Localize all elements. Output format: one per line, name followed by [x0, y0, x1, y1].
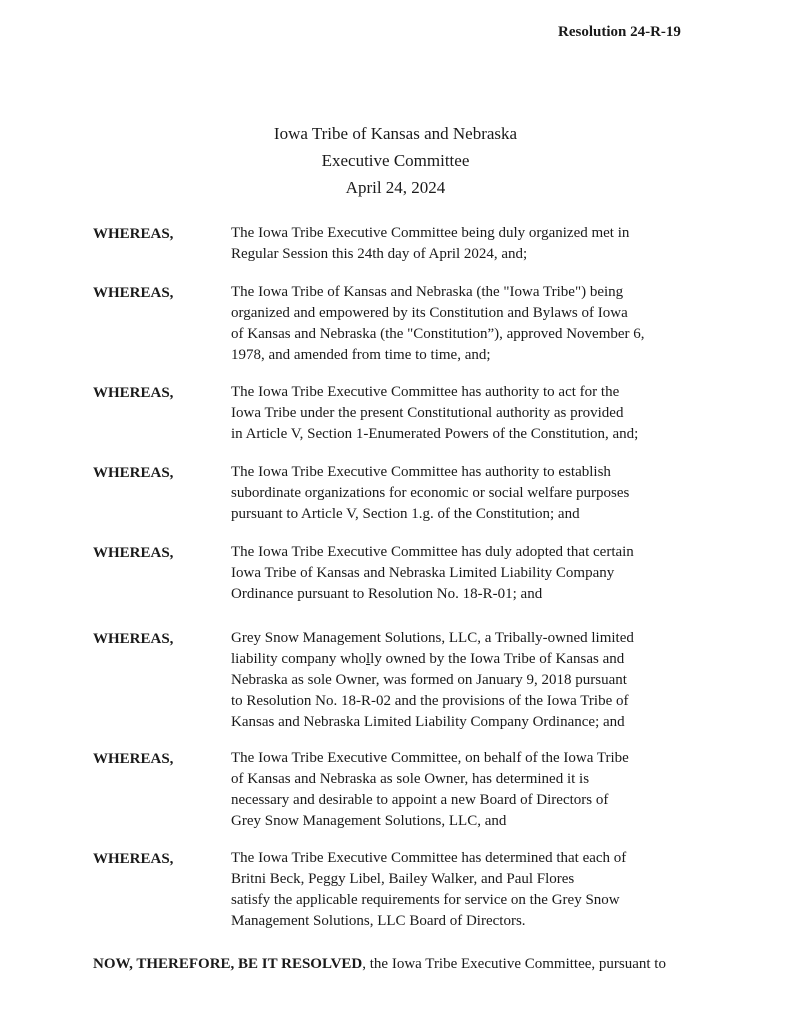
clause-line: Nebraska as sole Owner, was formed on January 9, 2018 pursuant: [231, 672, 627, 688]
whereas-clause-text: [231, 848, 626, 932]
whereas-label: WHEREAS,: [93, 545, 174, 561]
clause-line: The Iowa Tribe of Kansas and Nebraska (the "Iowa Tribe") being: [231, 284, 624, 300]
clause-line: The Iowa Tribe Executive Committee has authority to establish: [231, 464, 611, 480]
whereas-clause-text: [231, 382, 638, 445]
clause-line: The Iowa Tribe Executive Committee has determined that each of: [231, 850, 627, 866]
whereas-label: WHEREAS,: [93, 465, 174, 481]
clause-line: liability company wholly owned by the Iowa Tribe of Kansas and: [231, 651, 625, 667]
clause-line: 1978, and amended from time to time, and;: [231, 347, 491, 363]
clause-line: of Kansas and Nebraska (the "Constitution”), approved November 6,: [231, 326, 645, 342]
resolution-number: Resolution 24-R-19: [558, 24, 681, 40]
clause-line: pursuant to Article V, Section 1.g. of the Constitution; and: [231, 506, 580, 522]
header-tribe-name: Iowa Tribe of Kansas and Nebraska: [273, 124, 518, 143]
clause-line: Britni Beck, Peggy Libel, Bailey Walker, and Paul Flores: [231, 871, 575, 887]
whereas-label: WHEREAS,: [93, 751, 174, 767]
whereas-label: WHEREAS,: [93, 851, 174, 867]
clause-line: The Iowa Tribe Executive Committee has duly adopted that certain: [231, 544, 634, 560]
clause-line: in Article V, Section 1-Enumerated Powers of the Constitution, and;: [231, 426, 639, 442]
clause-line: necessary and desirable to appoint a new Board of Directors of: [231, 792, 609, 808]
clause-line: The Iowa Tribe Executive Committee being duly organized met in: [231, 225, 630, 241]
clause-line: The Iowa Tribe Executive Committee, on behalf of the Iowa Tribe: [231, 750, 629, 766]
clause-line: Regular Session this 24th day of April 2024, and;: [231, 246, 528, 262]
whereas-label: WHEREAS,: [93, 385, 174, 401]
whereas-clause-text: [231, 282, 645, 366]
resolved-text: , the Iowa Tribe Executive Committee, pursuant to: [362, 956, 666, 972]
clause-line: Grey Snow Management Solutions, LLC, and: [231, 813, 507, 829]
resolved-heading: NOW, THEREFORE, BE IT RESOLVED: [93, 956, 363, 972]
clause-line: Kansas and Nebraska Limited Liability Company Ordinance; and: [231, 714, 625, 730]
whereas-clause-text: [231, 628, 634, 733]
whereas-label: WHEREAS,: [93, 226, 174, 242]
underlined-letter: l: [365, 651, 371, 667]
clause-line: Grey Snow Management Solutions, LLC, a Tribally-owned limited: [231, 630, 634, 646]
header-committee: Executive Committee: [321, 151, 470, 170]
whereas-clause-text: [231, 462, 629, 525]
resolved-clause: [93, 956, 666, 973]
whereas-clause-text: [231, 542, 634, 605]
clause-line: organized and empowered by its Constitution and Bylaws of Iowa: [231, 305, 628, 321]
clause-line: Management Solutions, LLC Board of Directors.: [231, 913, 526, 929]
whereas-label: WHEREAS,: [93, 631, 174, 647]
clause-line: Ordinance pursuant to Resolution No. 18-R-01; and: [231, 586, 543, 602]
clause-line: to Resolution No. 18-R-02 and the provisions of the Iowa Tribe of: [231, 693, 629, 709]
header-date: April 24, 2024: [345, 178, 446, 197]
whereas-clause-text: [231, 223, 629, 265]
clause-line: of Kansas and Nebraska as sole Owner, has determined it is: [231, 771, 590, 787]
clause-line: Iowa Tribe of Kansas and Nebraska Limited Liability Company: [231, 565, 615, 581]
clause-line: Iowa Tribe under the present Constitutional authority as provided: [231, 405, 624, 421]
whereas-clause-text: [231, 748, 629, 832]
clause-line: satisfy the applicable requirements for service on the Grey Snow: [231, 892, 620, 908]
clause-line: The Iowa Tribe Executive Committee has authority to act for the: [231, 384, 620, 400]
clause-line: subordinate organizations for economic or social welfare purposes: [231, 485, 630, 501]
whereas-label: WHEREAS,: [93, 285, 174, 301]
